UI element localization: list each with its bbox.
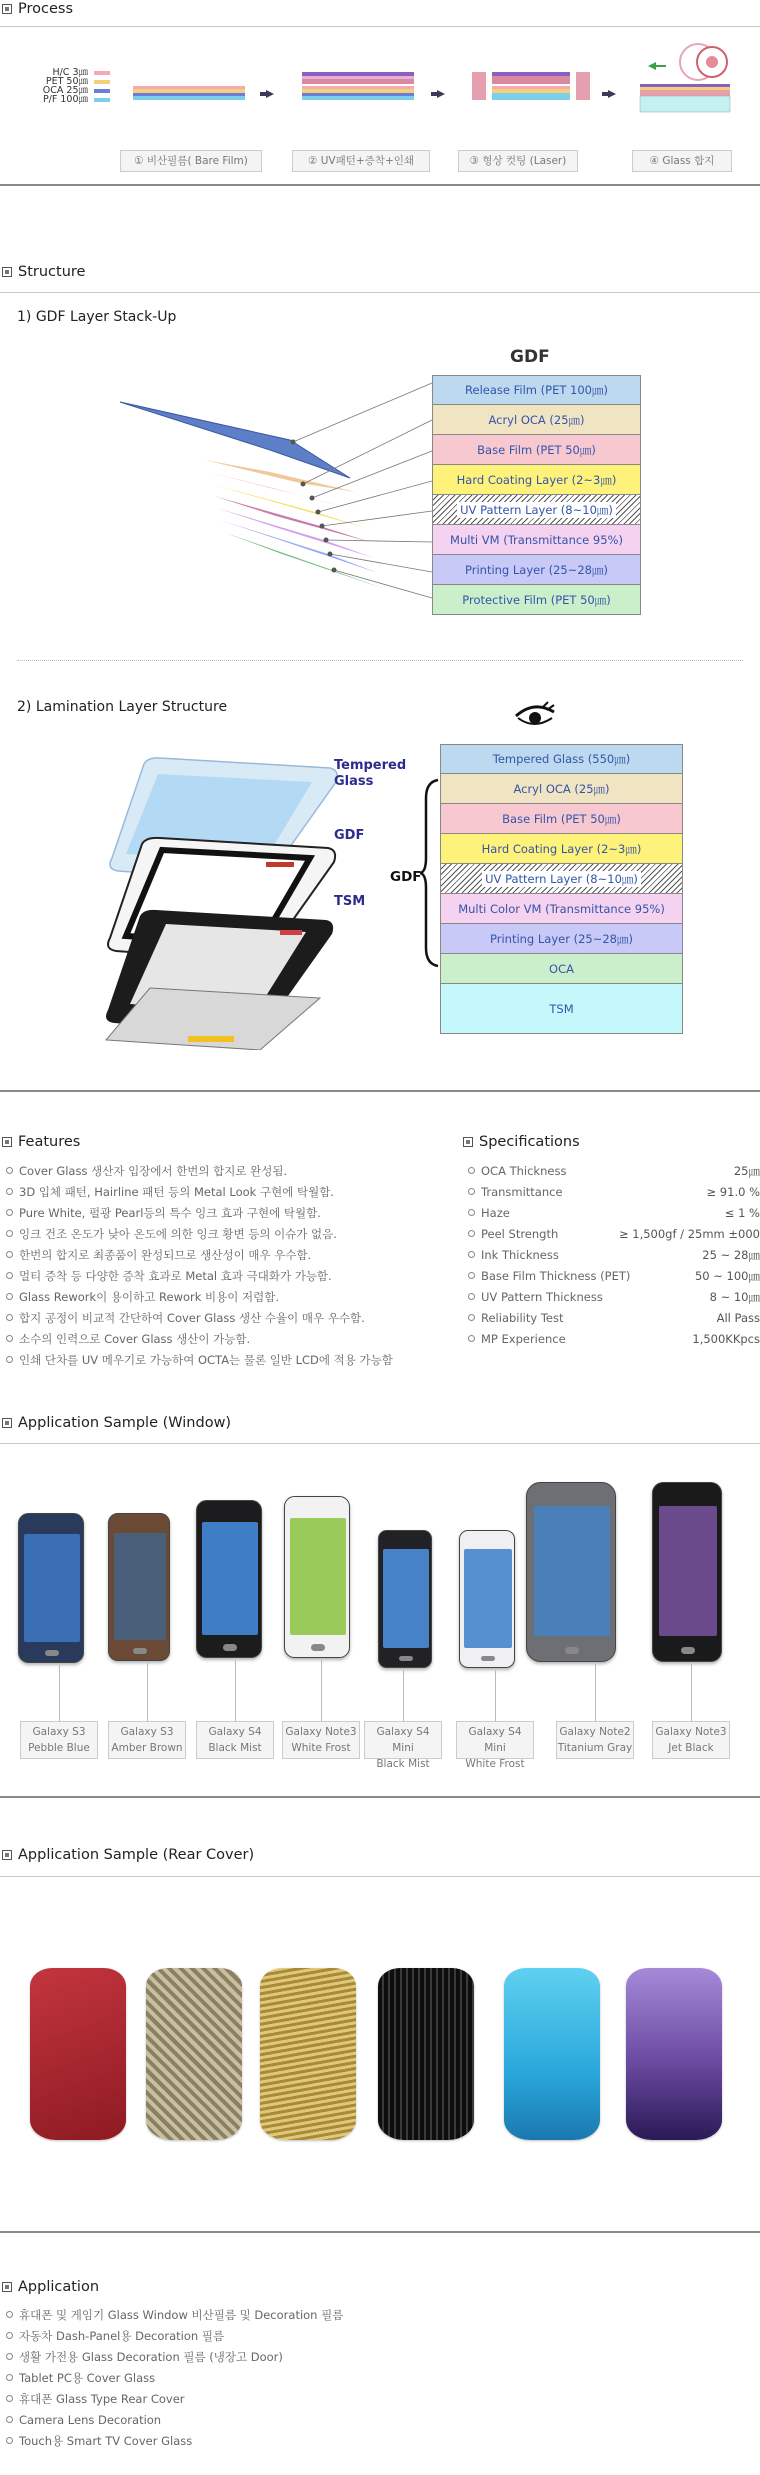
phone-label (364, 1721, 442, 1770)
spec-value: 1,500KKpcs (692, 1332, 760, 1346)
label-connector (595, 1664, 596, 1721)
phone-finish: White Frost (465, 1758, 525, 1770)
home-button-icon (681, 1647, 695, 1654)
spec-row (468, 1331, 760, 1348)
layer-label: Multi Color VM (Transmittance 95%) (458, 901, 665, 916)
layer-label: Release Film (PET 100㎛) (465, 383, 608, 397)
spec-row (468, 1226, 760, 1243)
process-title: Process (2, 0, 73, 18)
phone-finish: Black Mist (208, 1742, 262, 1754)
application-item: 휴대폰 Glass Type Rear Cover (6, 2391, 185, 2408)
layer-row (440, 804, 683, 834)
process-layer-label: OCA 25㎛ (42, 85, 88, 96)
layer-row (432, 435, 641, 465)
application-item: 생활 가전용 Glass Decoration 필름 (냉장고 Door) (6, 2349, 283, 2366)
specifications-title: Specifications (463, 1133, 580, 1151)
phone-screen (290, 1518, 345, 1635)
home-button-icon (223, 1644, 237, 1650)
layer-row (440, 954, 683, 984)
spec-row (468, 1205, 760, 1222)
gdf-exploded-illustration (100, 380, 440, 600)
gdf-stackup-subtitle: 1) GDF Layer Stack-Up (17, 309, 177, 325)
spec-value: ≥ 91.0 % (706, 1185, 760, 1199)
layer-row (440, 774, 683, 804)
rear-cover-sample (504, 1968, 600, 2140)
process-step-2: ② UV패턴+증착+인쇄 (292, 150, 430, 172)
spec-row (468, 1268, 760, 1285)
phone-image (108, 1513, 170, 1661)
label-connector (495, 1670, 496, 1721)
label-connector (235, 1660, 236, 1721)
layer-row (440, 984, 683, 1034)
phone-image (378, 1530, 432, 1668)
rear-cover-sample (260, 1968, 356, 2140)
phone-label (196, 1721, 274, 1759)
rear-cover-sample (30, 1968, 126, 2140)
process-layer-label: P/F 100㎛ (42, 94, 88, 105)
section-bullet-icon (2, 4, 12, 14)
label-connector (403, 1670, 404, 1721)
home-button-icon (399, 1656, 413, 1662)
spec-row (468, 1289, 760, 1306)
spec-value: All Pass (716, 1311, 760, 1325)
eye-icon (512, 700, 558, 734)
spec-row (468, 1184, 760, 1201)
process-layer-label: PET 50㎛ (45, 76, 88, 87)
layer-row (440, 744, 683, 774)
application-item: Tablet PC용 Cover Glass (6, 2370, 155, 2387)
feature-item: 한번의 합지로 최종품이 완성되므로 생산성이 매우 우수함. (6, 1247, 311, 1264)
arrow-icon-3 (602, 90, 616, 98)
feature-item: Pure White, 펄광 Pearl등의 특수 잉크 효과 구현에 탁월함. (6, 1205, 321, 1222)
label-connector (59, 1665, 60, 1721)
uv-print-stack (302, 72, 414, 100)
application-title: Application (2, 2278, 99, 2296)
phone-image (196, 1500, 262, 1658)
spec-value: ≥ 1,500gf / 25mm ±000 (618, 1227, 760, 1241)
layer-row (432, 555, 641, 585)
spec-name: MP Experience (481, 1332, 566, 1346)
phone-label (20, 1721, 98, 1759)
spec-value: ≤ 1 % (724, 1206, 760, 1220)
phone-label (282, 1721, 360, 1759)
spec-row (468, 1310, 760, 1327)
process-layer-label: H/C 3㎛ (52, 67, 88, 78)
phone-image (526, 1482, 616, 1662)
phone-model: Galaxy S3 (120, 1726, 174, 1738)
feature-item: 멀티 증착 등 다양한 증착 효과로 Metal 효과 극대화가 가능함. (6, 1268, 332, 1285)
spec-name: Ink Thickness (481, 1248, 559, 1262)
rear-cover-sample (146, 1968, 242, 2140)
rear-cover-sample (626, 1968, 722, 2140)
home-button-icon (133, 1648, 147, 1654)
phone-finish: White Frost (291, 1742, 351, 1754)
application-item: 휴대폰 및 게임기 Glass Window 비산필름 및 Decoration 필름 (6, 2307, 343, 2324)
process-step-1: ① 비산필름( Bare Film) (120, 150, 262, 172)
layer-row (432, 375, 641, 405)
layer-row (440, 834, 683, 864)
spec-value: 50 ~ 100㎛ (694, 1269, 760, 1283)
rear-samples-title: Application Sample (Rear Cover) (2, 1846, 254, 1864)
layer-label: Base Film (PET 50㎛) (477, 442, 596, 457)
dotted-divider (17, 660, 743, 661)
spec-value: 25 ~ 28㎛ (702, 1248, 760, 1262)
section-bullet-icon (2, 1418, 12, 1428)
process-step-3: ③ 형상 컷팅 (Laser) (458, 150, 578, 172)
layer-label: Protective Film (PET 50㎛) (462, 592, 611, 607)
tsm-label: TSM (334, 894, 366, 909)
glass-lamination-stack (640, 44, 730, 112)
layer-row (440, 924, 683, 954)
label-connector (147, 1663, 148, 1721)
spec-name: Transmittance (481, 1185, 563, 1199)
home-button-icon (565, 1647, 579, 1654)
rear-cover-sample (378, 1968, 474, 2140)
window-samples-title: Application Sample (Window) (2, 1414, 231, 1432)
layer-label: Base Film (PET 50㎛) (502, 811, 621, 826)
home-button-icon (311, 1644, 325, 1650)
layer-label: Acryl OCA (25㎛) (488, 412, 585, 427)
phone-model: Galaxy S4 (208, 1726, 262, 1738)
phone-model: Galaxy Note2 (559, 1726, 631, 1738)
feature-item: 잉크 건조 온도가 낮아 온도에 의한 잉크 황변 등의 이슈가 없음. (6, 1226, 337, 1243)
section-bullet-icon (463, 1137, 473, 1147)
features-title: Features (2, 1133, 80, 1151)
phone-image (18, 1513, 84, 1663)
layer-label: Hard Coating Layer (2~3㎛) (481, 841, 642, 856)
phone-finish: Amber Brown (111, 1742, 183, 1754)
layer-label: Printing Layer (25~28㎛) (490, 931, 633, 946)
label-connector (321, 1660, 322, 1721)
phone-finish: Pebble Blue (28, 1742, 90, 1754)
spec-name: OCA Thickness (481, 1164, 567, 1178)
tempered-glass-label: Tempered Glass (334, 758, 407, 789)
layer-label: UV Pattern Layer (8~10㎛) (482, 871, 641, 887)
feature-item: 합지 공정이 비교적 간단하여 Cover Glass 생산 수율이 매우 우수함. (6, 1310, 365, 1327)
layer-label: Hard Coating Layer (2~3㎛) (456, 472, 617, 487)
gdf-layer-table (432, 375, 641, 615)
layer-label: UV Pattern Layer (8~10㎛) (457, 502, 616, 518)
phone-screen (114, 1533, 166, 1640)
feature-item: 3D 입체 패턴, Hairline 패턴 등의 Metal Look 구현에 탁월함. (6, 1184, 334, 1201)
section-bullet-icon (2, 1850, 12, 1860)
phone-screen (202, 1522, 257, 1636)
process-step-4: ④ Glass 합지 (632, 150, 732, 172)
application-item: 자동차 Dash-Panel용 Decoration 필름 (6, 2328, 224, 2345)
phone-finish: Titanium Gray (557, 1742, 633, 1754)
arrow-icon-2 (431, 90, 445, 98)
phone-image (652, 1482, 722, 1662)
spec-name: Peel Strength (481, 1227, 559, 1241)
feature-item: 인쇄 단차를 UV 메우기로 가능하여 OCTA는 물론 일반 LCD에 적용 가능함 (6, 1352, 393, 1369)
layer-row (432, 495, 641, 525)
layer-row (432, 405, 641, 435)
phone-model: Galaxy Note3 (285, 1726, 357, 1738)
gdf-label: GDF (334, 828, 365, 843)
section-bullet-icon (2, 2282, 12, 2292)
phone-label (456, 1721, 534, 1770)
layer-row (432, 585, 641, 615)
home-button-icon (45, 1650, 59, 1656)
application-item: Camera Lens Decoration (6, 2412, 161, 2429)
spec-name: Haze (481, 1206, 510, 1220)
gdf-brace-label: GDF (390, 869, 422, 885)
label-connector (691, 1664, 692, 1721)
phone-model: Galaxy S4 Mini (468, 1726, 522, 1754)
home-button-icon (481, 1656, 495, 1662)
spec-value: 25㎛ (733, 1164, 760, 1178)
structure-title: Structure (2, 263, 85, 281)
phone-label (652, 1721, 730, 1759)
spec-row (468, 1247, 760, 1264)
spec-name: UV Pattern Thickness (481, 1290, 603, 1304)
phone-layers-illustration (100, 750, 340, 1050)
feature-item: Cover Glass 생산자 입장에서 한번의 합지로 완성됨. (6, 1163, 287, 1180)
lamination-layer-table (440, 744, 683, 1034)
phone-model: Galaxy S3 (32, 1726, 86, 1738)
layer-label: TSM (549, 1001, 574, 1016)
arrow-icon-1 (260, 90, 274, 98)
layer-label: Multi VM (Transmittance 95%) (450, 532, 623, 547)
layer-label: Printing Layer (25~28㎛) (465, 562, 608, 577)
phone-model: Galaxy Note3 (655, 1726, 727, 1738)
phone-screen (383, 1549, 428, 1648)
phone-screen (659, 1506, 718, 1636)
phone-finish: Black Mist (376, 1758, 430, 1770)
phone-image (284, 1496, 350, 1658)
spec-value: 8 ~ 10㎛ (709, 1290, 760, 1304)
layer-label: Acryl OCA (25㎛) (513, 781, 610, 796)
phone-screen (464, 1549, 511, 1648)
laser-cut-stack (472, 72, 590, 100)
application-item: Touch용 Smart TV Cover Glass (6, 2433, 192, 2450)
phone-label (556, 1721, 634, 1759)
lamination-subtitle: 2) Lamination Layer Structure (17, 699, 228, 715)
layer-row (440, 864, 683, 894)
layer-label: Tempered Glass (550㎛) (492, 752, 631, 766)
phone-model: Galaxy S4 Mini (376, 1726, 430, 1754)
feature-item: 소수의 인력으로 Cover Glass 생산이 가능함. (6, 1331, 250, 1348)
phone-label (108, 1721, 186, 1759)
phone-screen (534, 1506, 610, 1636)
brace-icon (420, 778, 442, 968)
feature-item: Glass Rework이 용이하고 Rework 비용이 저렴함. (6, 1289, 279, 1306)
spec-name: Base Film Thickness (PET) (481, 1269, 631, 1283)
process-diagram (0, 30, 760, 140)
section-bullet-icon (2, 267, 12, 277)
bare-film-stack (133, 86, 245, 100)
layer-label: OCA (549, 961, 574, 976)
spec-name: Reliability Test (481, 1311, 564, 1325)
layer-row (432, 465, 641, 495)
phone-finish: Jet Black (668, 1742, 714, 1754)
phone-screen (24, 1534, 79, 1642)
layer-row (432, 525, 641, 555)
gdf-heading: GDF (510, 347, 550, 367)
section-bullet-icon (2, 1137, 12, 1147)
phone-image (459, 1530, 515, 1668)
spec-row (468, 1163, 760, 1180)
layer-row (440, 894, 683, 924)
